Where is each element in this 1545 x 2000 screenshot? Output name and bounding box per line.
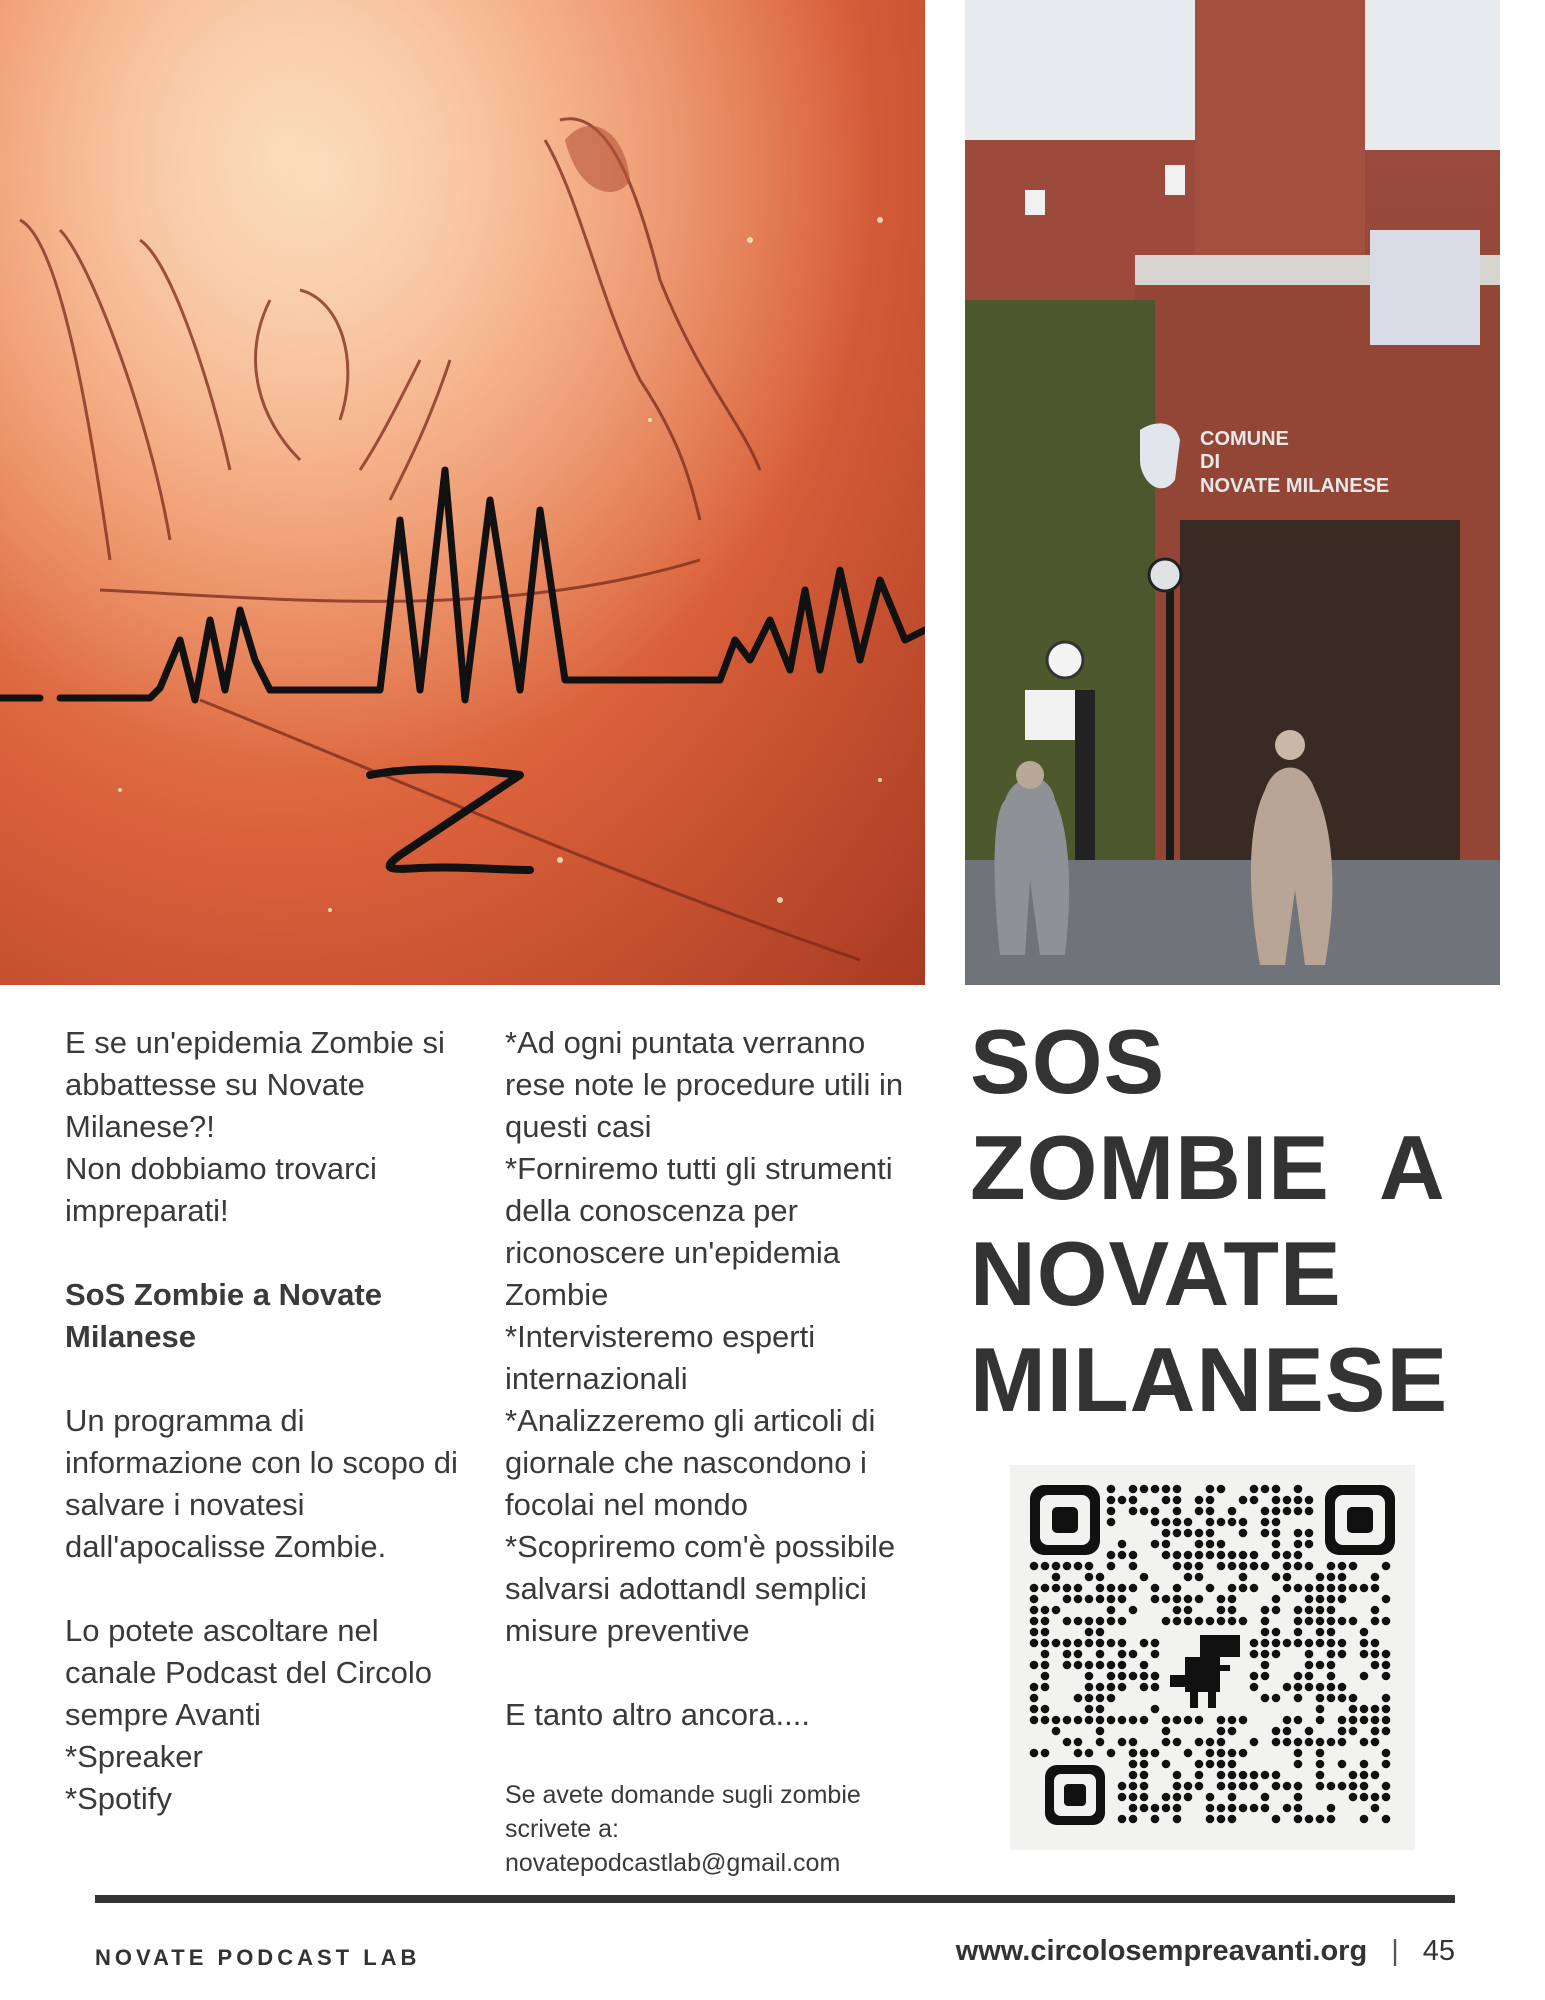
feature-item: *Analizzeremo gli articoli di giornale che nascondono i focolai nel mondo: [505, 1403, 876, 1522]
publication-name: NOVATE PODCAST LAB: [95, 1945, 421, 1970]
more-text: E tanto altro ancora....: [505, 1697, 811, 1732]
dinosaur-icon: [1170, 1635, 1240, 1708]
contact-text: Se avete domande sugli zombie scrivete a:: [505, 1781, 861, 1843]
footer-divider: [95, 1895, 1455, 1903]
page-number: 45: [1422, 1935, 1455, 1967]
hand-sketch-svg: [0, 0, 925, 985]
intro-warning: Non dobbiamo trovarci impreparati!: [65, 1151, 377, 1228]
tree-icon: [965, 300, 1155, 860]
feature-item: *Scopriremo com'è possibile salvarsi adottandl semplici misure preventive: [505, 1529, 896, 1648]
feature-item: *Ad ogni puntata verranno rese note le procedure utili in questi casi: [505, 1025, 904, 1144]
feature-item: *Intervisteremo esperti internazionali: [505, 1319, 816, 1396]
town-hall-photo: [965, 0, 1500, 985]
footer-right: [956, 1935, 1455, 1968]
sign-text-1: COMUNE: [1200, 428, 1289, 450]
sign-text-3: NOVATE MILANESE: [1200, 475, 1390, 497]
contact-email[interactable]: novatepodcastlab@gmail.com: [505, 1849, 841, 1877]
zombie-hand-illustration: [0, 0, 925, 985]
feature-item: *Forniremo tutti gli strumenti della conoscenza per riconoscere un'epidemia Zombie: [505, 1151, 893, 1312]
listen-info: Lo potete ascoltare nel canale Podcast del Circolo sempre Avanti: [65, 1613, 433, 1732]
features-column: [505, 1022, 925, 1880]
clock-icon: [1047, 642, 1083, 678]
qr-code[interactable]: [1010, 1465, 1415, 1850]
qr-finder-icon: [1045, 1765, 1105, 1825]
coat-of-arms-icon: [1140, 423, 1180, 488]
program-description: Un programma di informazione con lo scopo di salvare i novatesi dall'apocalisse Zombie.: [65, 1403, 458, 1564]
page-title: [970, 1010, 1510, 1434]
qr-code-icon: [1010, 1465, 1415, 1850]
banner-icon: [1370, 230, 1480, 345]
title-line-2: ZOMBIE A: [970, 1118, 1446, 1219]
qr-finder-icon: [1325, 1485, 1395, 1555]
platform-spotify: *Spotify: [65, 1781, 172, 1816]
title-line-1: SOS: [970, 1012, 1166, 1113]
show-name: SoS Zombie a Novate Milanese: [65, 1277, 382, 1354]
title-line-3: NOVATE: [970, 1224, 1342, 1325]
platform-spreaker: *Spreaker: [65, 1739, 203, 1774]
qr-finder-icon: [1030, 1485, 1100, 1555]
sign-text-2: DI: [1200, 451, 1220, 473]
website-link[interactable]: www.circolosempreavanti.org: [955, 1935, 1368, 1967]
intro-column: [65, 1022, 465, 1820]
title-line-4: MILANESE: [970, 1330, 1449, 1431]
intro-question: E se un'epidemia Zombie si abbattesse su Novate Milanese?!: [65, 1025, 445, 1144]
town-hall-svg: [965, 0, 1500, 985]
footer-separator: |: [1391, 1935, 1399, 1967]
